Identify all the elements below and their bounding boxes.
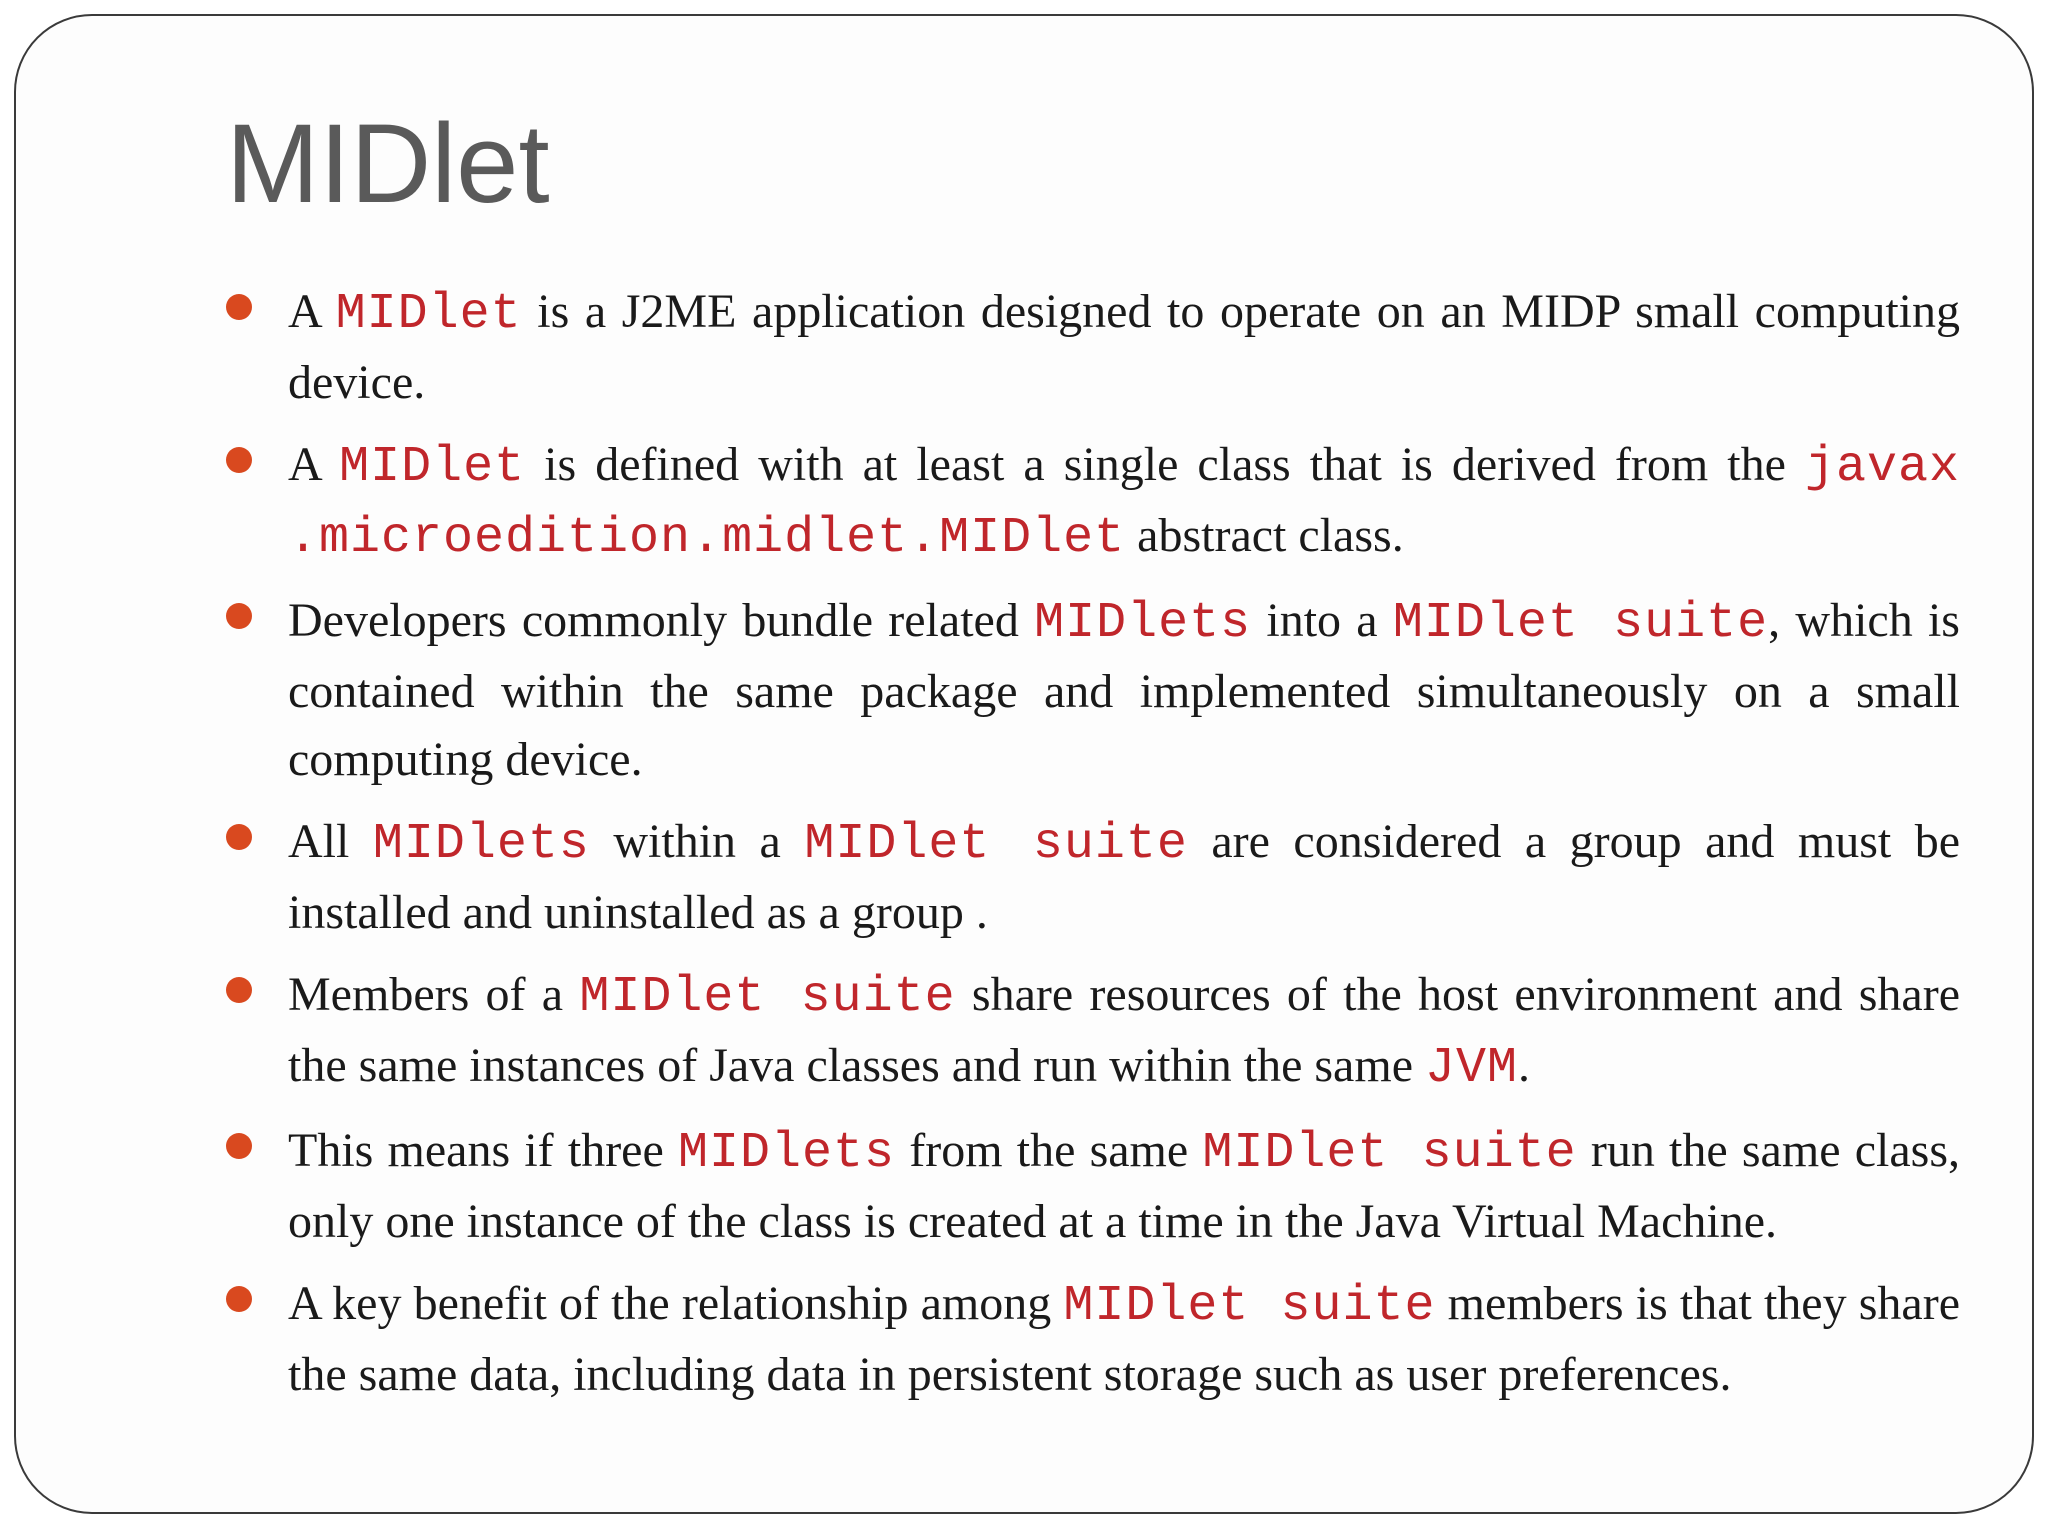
bullet-item <box>226 1270 1960 1409</box>
slide-title: MIDlet <box>226 101 550 226</box>
bullet-text: All <box>288 815 373 868</box>
bullet-text: members is that they share the same data, including data in persistent storage such as user preferences. <box>288 1277 1961 1401</box>
bullet-text: is a J2ME application designed to operate on an MIDP small computing device. <box>288 285 1960 409</box>
bullet-text: from the same <box>895 1124 1203 1177</box>
code-term: MIDlet suite <box>1392 595 1769 652</box>
bullet-text: A <box>288 438 340 491</box>
code-term: MIDlets <box>1034 595 1252 652</box>
bullet-dot-icon <box>226 1133 252 1159</box>
code-term: MIDlet <box>335 286 522 343</box>
bullet-text: run the same class, only one instance of the class is created at a time in the Java Virtual Machine. <box>288 1124 1961 1248</box>
code-term: JVM <box>1425 1040 1519 1097</box>
code-term: MIDlet suite <box>1202 1125 1577 1182</box>
bullet-text: Developers commonly bundle related <box>288 594 1035 647</box>
bullet-text: A <box>288 285 336 338</box>
bullet-text: abstract class. <box>1125 509 1404 562</box>
bullet-item <box>226 808 1960 947</box>
bullet-item <box>226 961 1960 1103</box>
bullet-text: . <box>1518 1039 1531 1092</box>
code-term: MIDlet suite <box>579 969 956 1026</box>
code-term: MIDlet suite <box>1063 1278 1436 1335</box>
bullet-dot-icon <box>226 447 252 473</box>
bullet-item <box>226 1117 1960 1256</box>
bullet-text: share resources of the host environment and share the same instances of Java classes and run within the same <box>288 968 1961 1092</box>
bullet-dot-icon <box>226 824 252 850</box>
bullet-item <box>226 278 1960 417</box>
code-term: MIDlet <box>339 439 526 496</box>
bullet-text: is defined with at least a single class that is derived from the <box>525 438 1805 491</box>
code-term: MIDlets <box>678 1125 896 1182</box>
bullet-dot-icon <box>226 977 252 1003</box>
bullet-item <box>226 431 1960 573</box>
bullet-text: A key benefit of the relationship among <box>288 1277 1064 1330</box>
bullet-text: , which is contained within the same package and implemented simultaneously on a small computing device. <box>288 594 1960 786</box>
bullet-text: This means if three <box>288 1124 678 1177</box>
code-term: javax .microedition.midlet.MIDlet <box>288 439 1961 567</box>
bullet-dot-icon <box>226 294 252 320</box>
bullet-text: within a <box>589 815 805 868</box>
bullet-dot-icon <box>226 603 252 629</box>
bullet-item <box>226 587 1960 794</box>
bullet-text: into a <box>1251 594 1393 647</box>
code-term: MIDlets <box>372 816 590 873</box>
bullet-list <box>226 278 1960 1423</box>
bullet-text: Members of a <box>288 968 580 1021</box>
bullet-dot-icon <box>226 1286 252 1312</box>
bullet-text: are considered a group and must be installed and uninstalled as a group . <box>288 815 1960 939</box>
code-term: MIDlet suite <box>804 816 1188 873</box>
